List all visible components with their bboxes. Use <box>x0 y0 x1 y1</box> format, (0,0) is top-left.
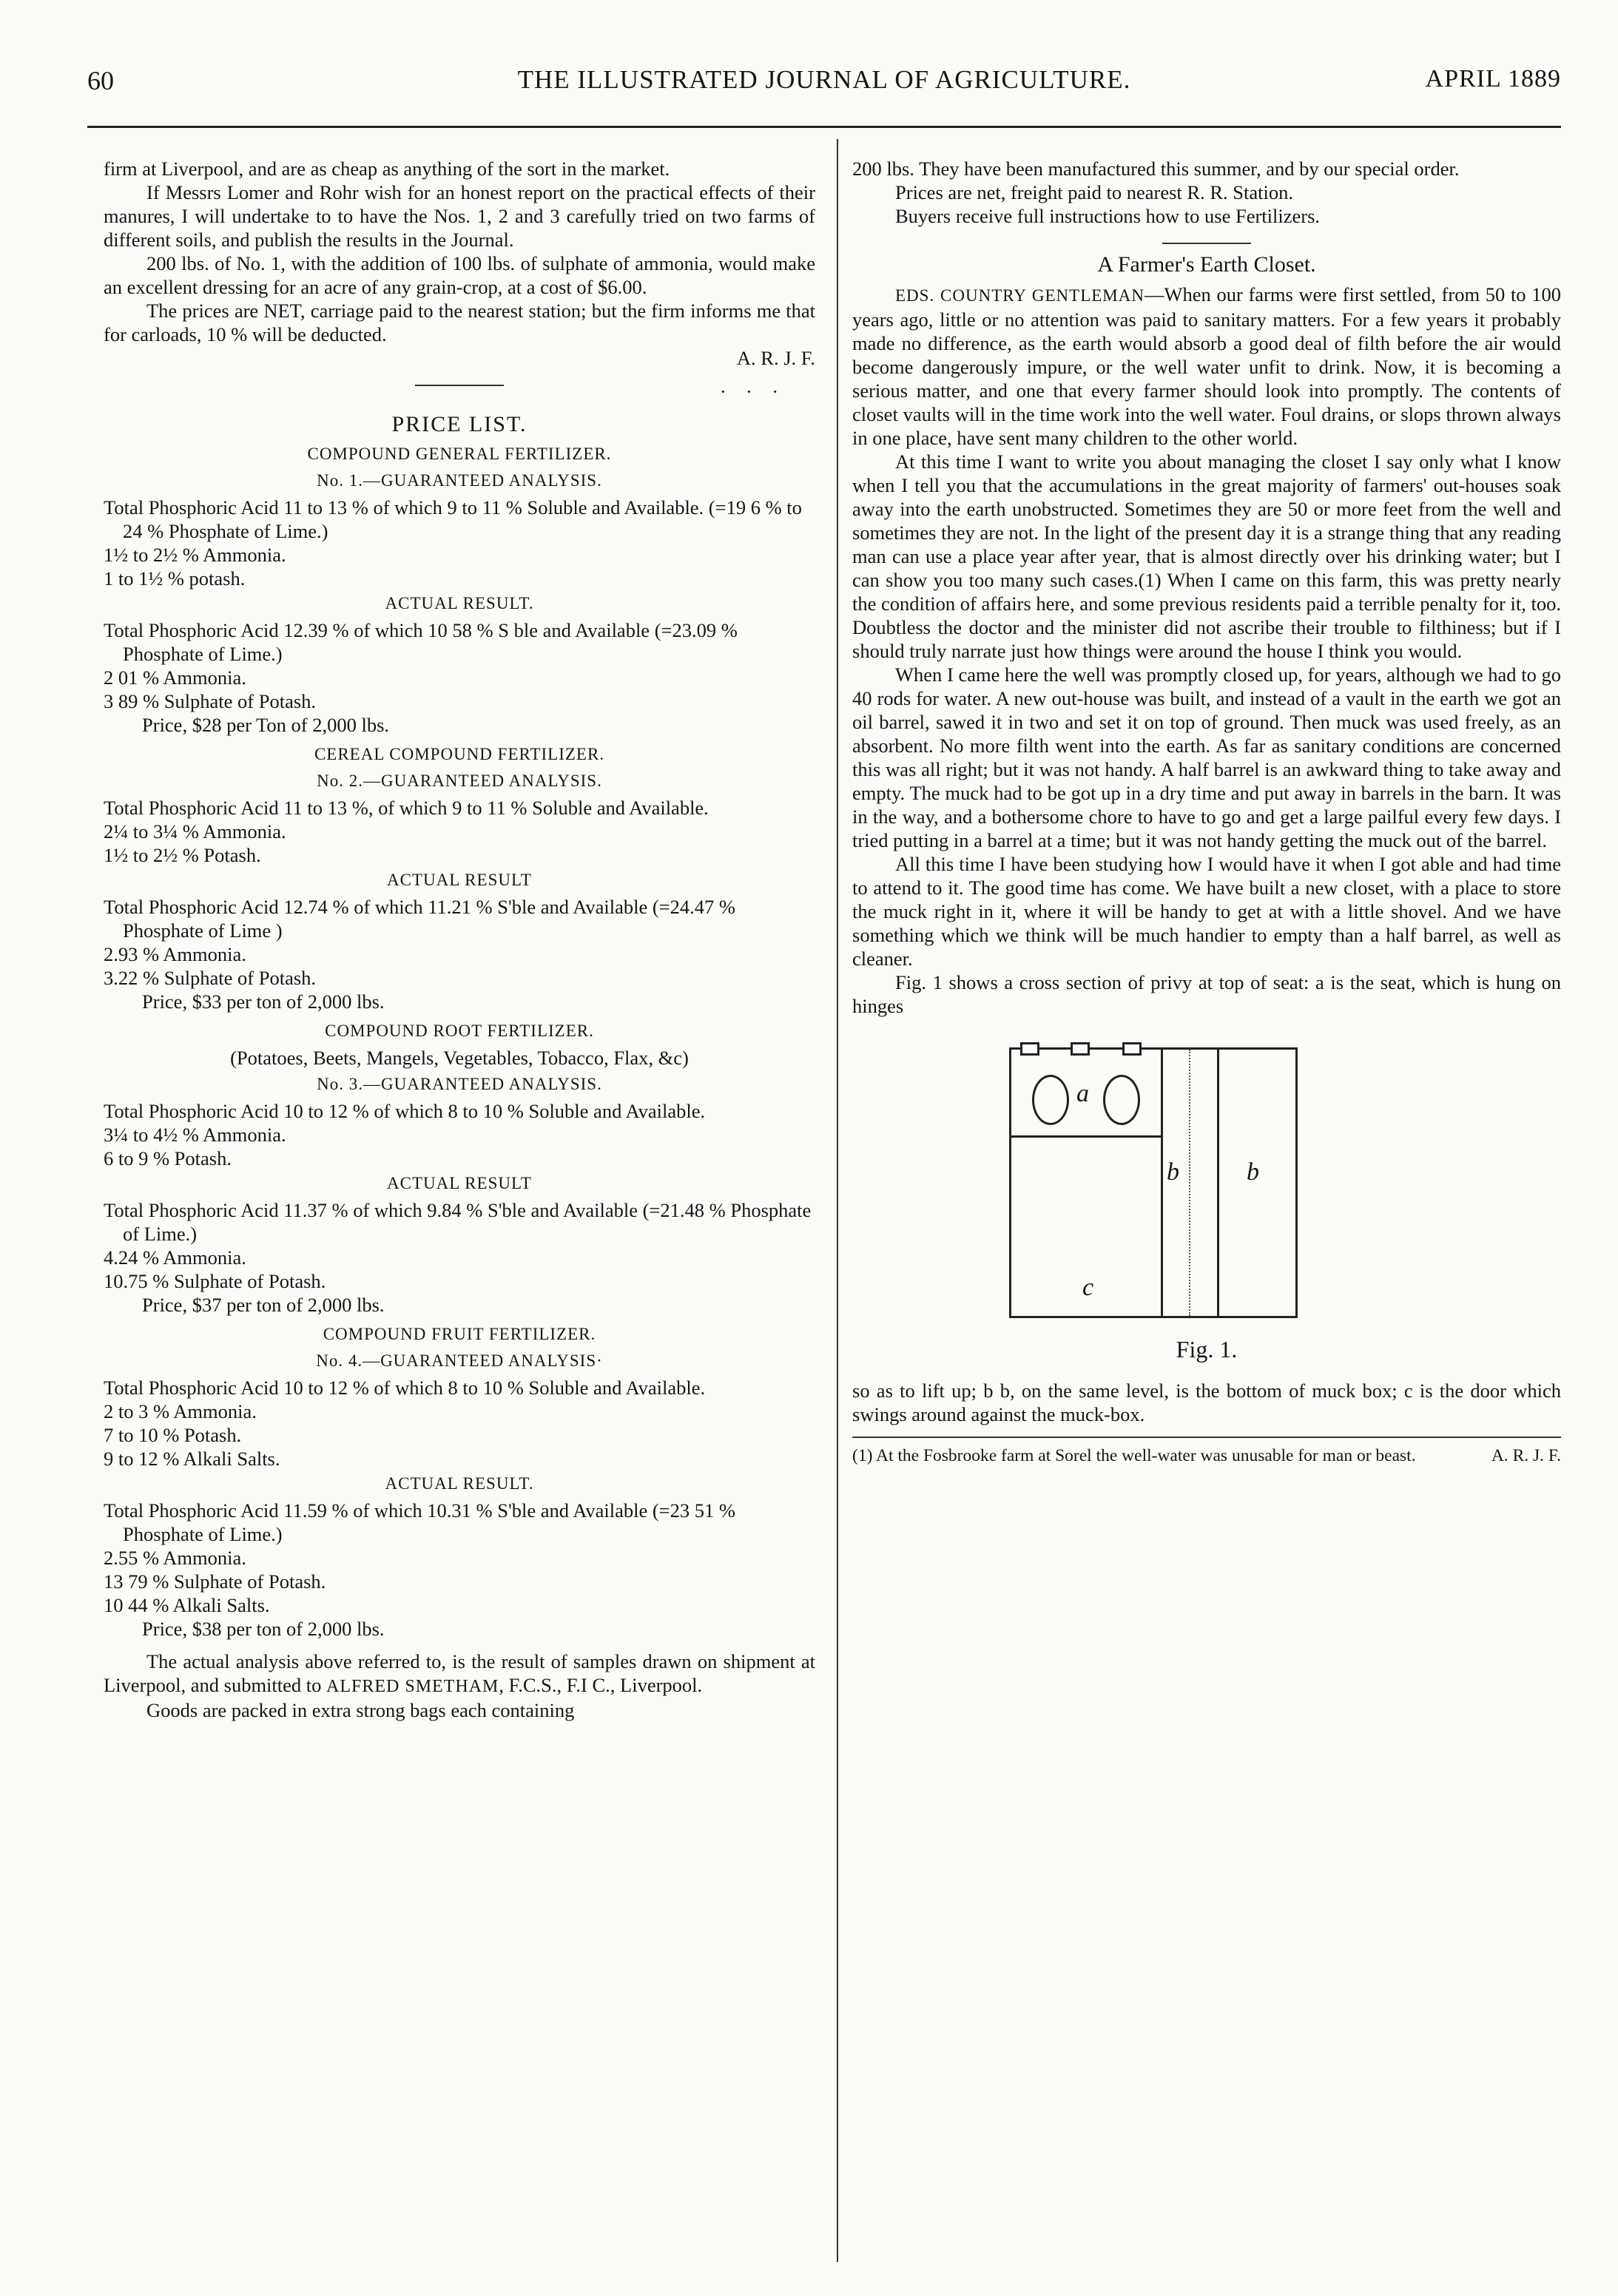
hinge-icon <box>1020 1042 1039 1056</box>
actual-line: 3 89 % Sulphate of Potash. <box>104 690 317 712</box>
guaranteed-line: 2¼ to 3¼ % Ammonia. <box>104 820 286 843</box>
closing-paragraph: Goods are packed in extra strong bags each containing <box>146 1699 575 1721</box>
article-paragraph: Fig. 1 shows a cross section of privy at top of seat: a is the seat, which is hung on hinges <box>852 971 1561 1017</box>
guaranteed-line: Total Phosphoric Acid 11 to 13 %, of which 9 to 11 % Soluble and Available. <box>104 797 709 819</box>
analysis-label: No. 4.—GUARANTEED ANALYSIS· <box>316 1351 603 1370</box>
hinge-icon <box>1071 1042 1090 1056</box>
price-list-title: PRICE LIST. <box>391 412 527 436</box>
actual-line: 4.24 % Ammonia. <box>104 1246 246 1269</box>
actual-line: 2.55 % Ammonia. <box>104 1547 246 1569</box>
footnote-text: (1) At the Fosbrooke farm at Sorel the well-water was unusable for man or beast. <box>852 1446 1416 1465</box>
seat-line <box>1011 1135 1161 1138</box>
seat-hole <box>1103 1075 1140 1125</box>
actual-line: 2.93 % Ammonia. <box>104 943 246 965</box>
section-rule <box>1162 243 1251 244</box>
continued-paragraph: Prices are net, freight paid to nearest R. R. Station. <box>895 181 1293 203</box>
product-price: Price, $28 per Ton of 2,000 lbs. <box>142 714 390 736</box>
issue-date: APRIL 1889 <box>1425 65 1561 92</box>
guaranteed-line: 2 to 3 % Ammonia. <box>104 1400 257 1422</box>
product-name: COMPOUND ROOT FERTILIZER. <box>325 1022 594 1040</box>
muck-box-dotted-line <box>1189 1050 1190 1316</box>
seat-hole <box>1032 1075 1069 1125</box>
page-number: 60 <box>87 66 114 95</box>
article-paragraph <box>852 283 1561 450</box>
actual-line: Total Phosphoric Acid 12.39 % of which 10 58 % S ble and Available (=23.09 % Phosphate of Lime.) <box>104 619 738 665</box>
figure-label-b: b <box>1167 1158 1179 1186</box>
intro-paragraph: firm at Liverpool, and are as cheap as anything of the sort in the market. <box>104 158 670 180</box>
journal-title: THE ILLUSTRATED JOURNAL OF AGRICULTURE. <box>517 65 1131 94</box>
left-column <box>104 157 815 1722</box>
actual-result-label: ACTUAL RESULT. <box>385 1474 534 1493</box>
figure-label-c: c <box>1082 1274 1094 1301</box>
addressee: EDS. COUNTRY GENTLEMAN <box>895 286 1145 305</box>
intro-paragraph: 200 lbs. of No. 1, with the addition of 100 lbs. of sulphate of ammonia, would make an excellent dressing for an acre of any grain-crop, at a cost of $6.00. <box>104 252 815 298</box>
product-1 <box>104 442 815 737</box>
actual-line: 2 01 % Ammonia. <box>104 666 246 689</box>
ornament-dots: · · · <box>720 381 786 402</box>
guaranteed-line: Total Phosphoric Acid 10 to 12 % of which 8 to 10 % Soluble and Available. <box>104 1100 706 1122</box>
product-2 <box>104 743 815 1013</box>
guaranteed-line: 9 to 12 % Alkali Salts. <box>104 1448 280 1470</box>
actual-line: 10.75 % Sulphate of Potash. <box>104 1270 326 1292</box>
chemist-credentials: , F.C.S., F.I C., Liverpool. <box>499 1674 703 1696</box>
guaranteed-line: Total Phosphoric Acid 11 to 13 % of which 9 to 11 % Soluble and Available. (=19 6 % to 24 % Phosphate of Lime.) <box>104 496 802 542</box>
article-paragraph: so as to lift up; b b, on the same level, is the bottom of muck box; c is the door which swings around against the muck-box. <box>852 1380 1561 1425</box>
closing-text: The actual analysis above referred to, is the result of samples drawn on shipment at Liverpool, and submitted to <box>104 1650 815 1696</box>
intro-paragraph: If Messrs Lomer and Rohr wish for an honest report on the practical effects of their manures, I will undertake to to have the Nos. 1, 2 and 3 carefully tried on two farms of different soils, and publish the results in the Journal. <box>104 181 815 251</box>
intro-signature: A. R. J. F. <box>736 347 815 369</box>
guaranteed-line: 7 to 10 % Potash. <box>104 1424 242 1446</box>
analysis-label: No. 2.—GUARANTEED ANALYSIS. <box>317 771 602 790</box>
figure-caption: Fig. 1. <box>1176 1336 1238 1363</box>
guaranteed-line: 3¼ to 4½ % Ammonia. <box>104 1124 286 1146</box>
figure-label-a: a <box>1076 1080 1089 1107</box>
analysis-label: No. 1.—GUARANTEED ANALYSIS. <box>317 471 602 490</box>
privy-cross-section-figure <box>1009 1047 1298 1318</box>
actual-line: 3.22 % Sulphate of Potash. <box>104 967 317 989</box>
actual-line: Total Phosphoric Acid 12.74 % of which 11.21 % S'ble and Available (=24.47 % Phosphate of Lime ) <box>104 896 735 942</box>
product-3 <box>104 1019 815 1317</box>
hinge-icon <box>1122 1042 1142 1056</box>
actual-result-label: ACTUAL RESULT. <box>385 594 534 612</box>
guaranteed-line: 1½ to 2½ % Potash. <box>104 844 261 866</box>
footnote-signature: A. R. J. F. <box>1491 1446 1561 1465</box>
chemist-name: ALFRED SMETHAM <box>326 1677 499 1696</box>
right-column <box>852 157 1561 1466</box>
page-header <box>87 65 1561 109</box>
guaranteed-line: Total Phosphoric Acid 10 to 12 % of which 8 to 10 % Soluble and Available. <box>104 1377 706 1399</box>
product-note: (Potatoes, Beets, Mangels, Vegetables, Tobacco, Flax, &c) <box>230 1047 689 1069</box>
product-name: CEREAL COMPOUND FERTILIZER. <box>314 745 605 763</box>
header-rule <box>87 126 1561 128</box>
figure-label-b: b <box>1247 1158 1259 1186</box>
muck-box-wall <box>1161 1050 1163 1316</box>
guaranteed-line: 6 to 9 % Potash. <box>104 1147 232 1169</box>
column-divider <box>837 139 838 2262</box>
actual-result-label: ACTUAL RESULT <box>387 871 532 889</box>
article-paragraph: All this time I have been studying how I would have it when I got able and had time to attend to it. The good time has come. We have built a new closet, with a place to store the muck right in it, where it will be handy to get at with a little shovel. And we have something which we think will be much handier to empty than a half barrel, as well as cleaner. <box>852 853 1561 970</box>
footnote-rule <box>852 1436 1561 1438</box>
intro-paragraph: The prices are NET, carriage paid to the nearest station; but the firm informs me that for carloads, 10 % will be deducted. <box>104 300 815 345</box>
continued-paragraph: 200 lbs. They have been manufactured this summer, and by our special order. <box>852 158 1460 180</box>
actual-line: 10 44 % Alkali Salts. <box>104 1594 270 1616</box>
article-paragraph: When I came here the well was promptly closed up, for years, although we had to go 40 rods for water. A new out-house was built, and instead of a vault in the earth we got an oil barrel, sawed it in two and set it on top of ground. Then muck was used freely, as an absorbent. No more filth went into the earth. As far as sanitary conditions are concerned this was all right; but it was not handy. A half barrel is an awkward thing to take away and empty. The muck had to be got up in a dry time and put away in barrels in the barn. It was in the way, and a bothersome chore to have to go and get a large pailful every few days. I tried putting in a barrel at a time; but it was not handy getting the muck out of the barrel. <box>852 664 1561 851</box>
product-name: COMPOUND FRUIT FERTILIZER. <box>323 1325 596 1343</box>
muck-box-wall <box>1217 1050 1219 1316</box>
analysis-label: No. 3.—GUARANTEED ANALYSIS. <box>317 1075 602 1093</box>
product-price: Price, $38 per ton of 2,000 lbs. <box>142 1618 385 1640</box>
product-price: Price, $33 per ton of 2,000 lbs. <box>142 990 385 1013</box>
article-lead-text: —When our farms were first settled, from 50 to 100 years ago, little or no attention was paid to sanitary matters. For a few years it probably made no difference, as the earth would absorb a good deal of filth before the air would become dangerously impure, or the well water unfit to drink. Now, it is becoming a serious matter, and one that every farmer should look into promptly. The contents of closet vaults will in the time work into the well water. Foul drains, or slops thrown always in one place, have sent many children to the other world. <box>852 283 1561 449</box>
actual-line: 13 79 % Sulphate of Potash. <box>104 1570 326 1593</box>
footnote <box>852 1445 1561 1466</box>
product-price: Price, $37 per ton of 2,000 lbs. <box>142 1294 385 1316</box>
actual-line: Total Phosphoric Acid 11.37 % of which 9.84 % S'ble and Available (=21.48 % Phosphate of Lime.) <box>104 1199 812 1245</box>
product-name: COMPOUND GENERAL FERTILIZER. <box>307 445 612 463</box>
product-4 <box>104 1323 815 1641</box>
closing-paragraph <box>104 1650 815 1698</box>
article-title: A Farmer's Earth Closet. <box>1097 252 1316 277</box>
actual-line: Total Phosphoric Acid 11.59 % of which 10.31 % S'ble and Available (=23 51 % Phosphate of Lime.) <box>104 1499 735 1545</box>
guaranteed-line: 1½ to 2½ % Ammonia. <box>104 544 286 566</box>
continued-paragraph: Buyers receive full instructions how to use Fertilizers. <box>895 205 1321 227</box>
actual-result-label: ACTUAL RESULT <box>387 1174 532 1192</box>
guaranteed-line: 1 to 1½ % potash. <box>104 567 246 590</box>
article-paragraph: At this time I want to write you about managing the closet I say only what I know when I tell you that the accumulations in the great majority of farmers' out-houses soak away into the earth unobstructed. Sometimes they are 50 or more feet from the well and sometimes they are not. In the light of the present day it is a strange thing that any reading man can use a place year after year, that is almost directly over his drinking water; but I can show you too many such cases.(1) When I came on this farm, this was pretty nearly the condition of affairs here, and some previous residents paid a terrible penalty for it, too. Doubtless the doctor and the minister did not ascribe their trouble to filthiness; but if I should truly narrate just how things were around the house I think you would. <box>852 450 1561 662</box>
